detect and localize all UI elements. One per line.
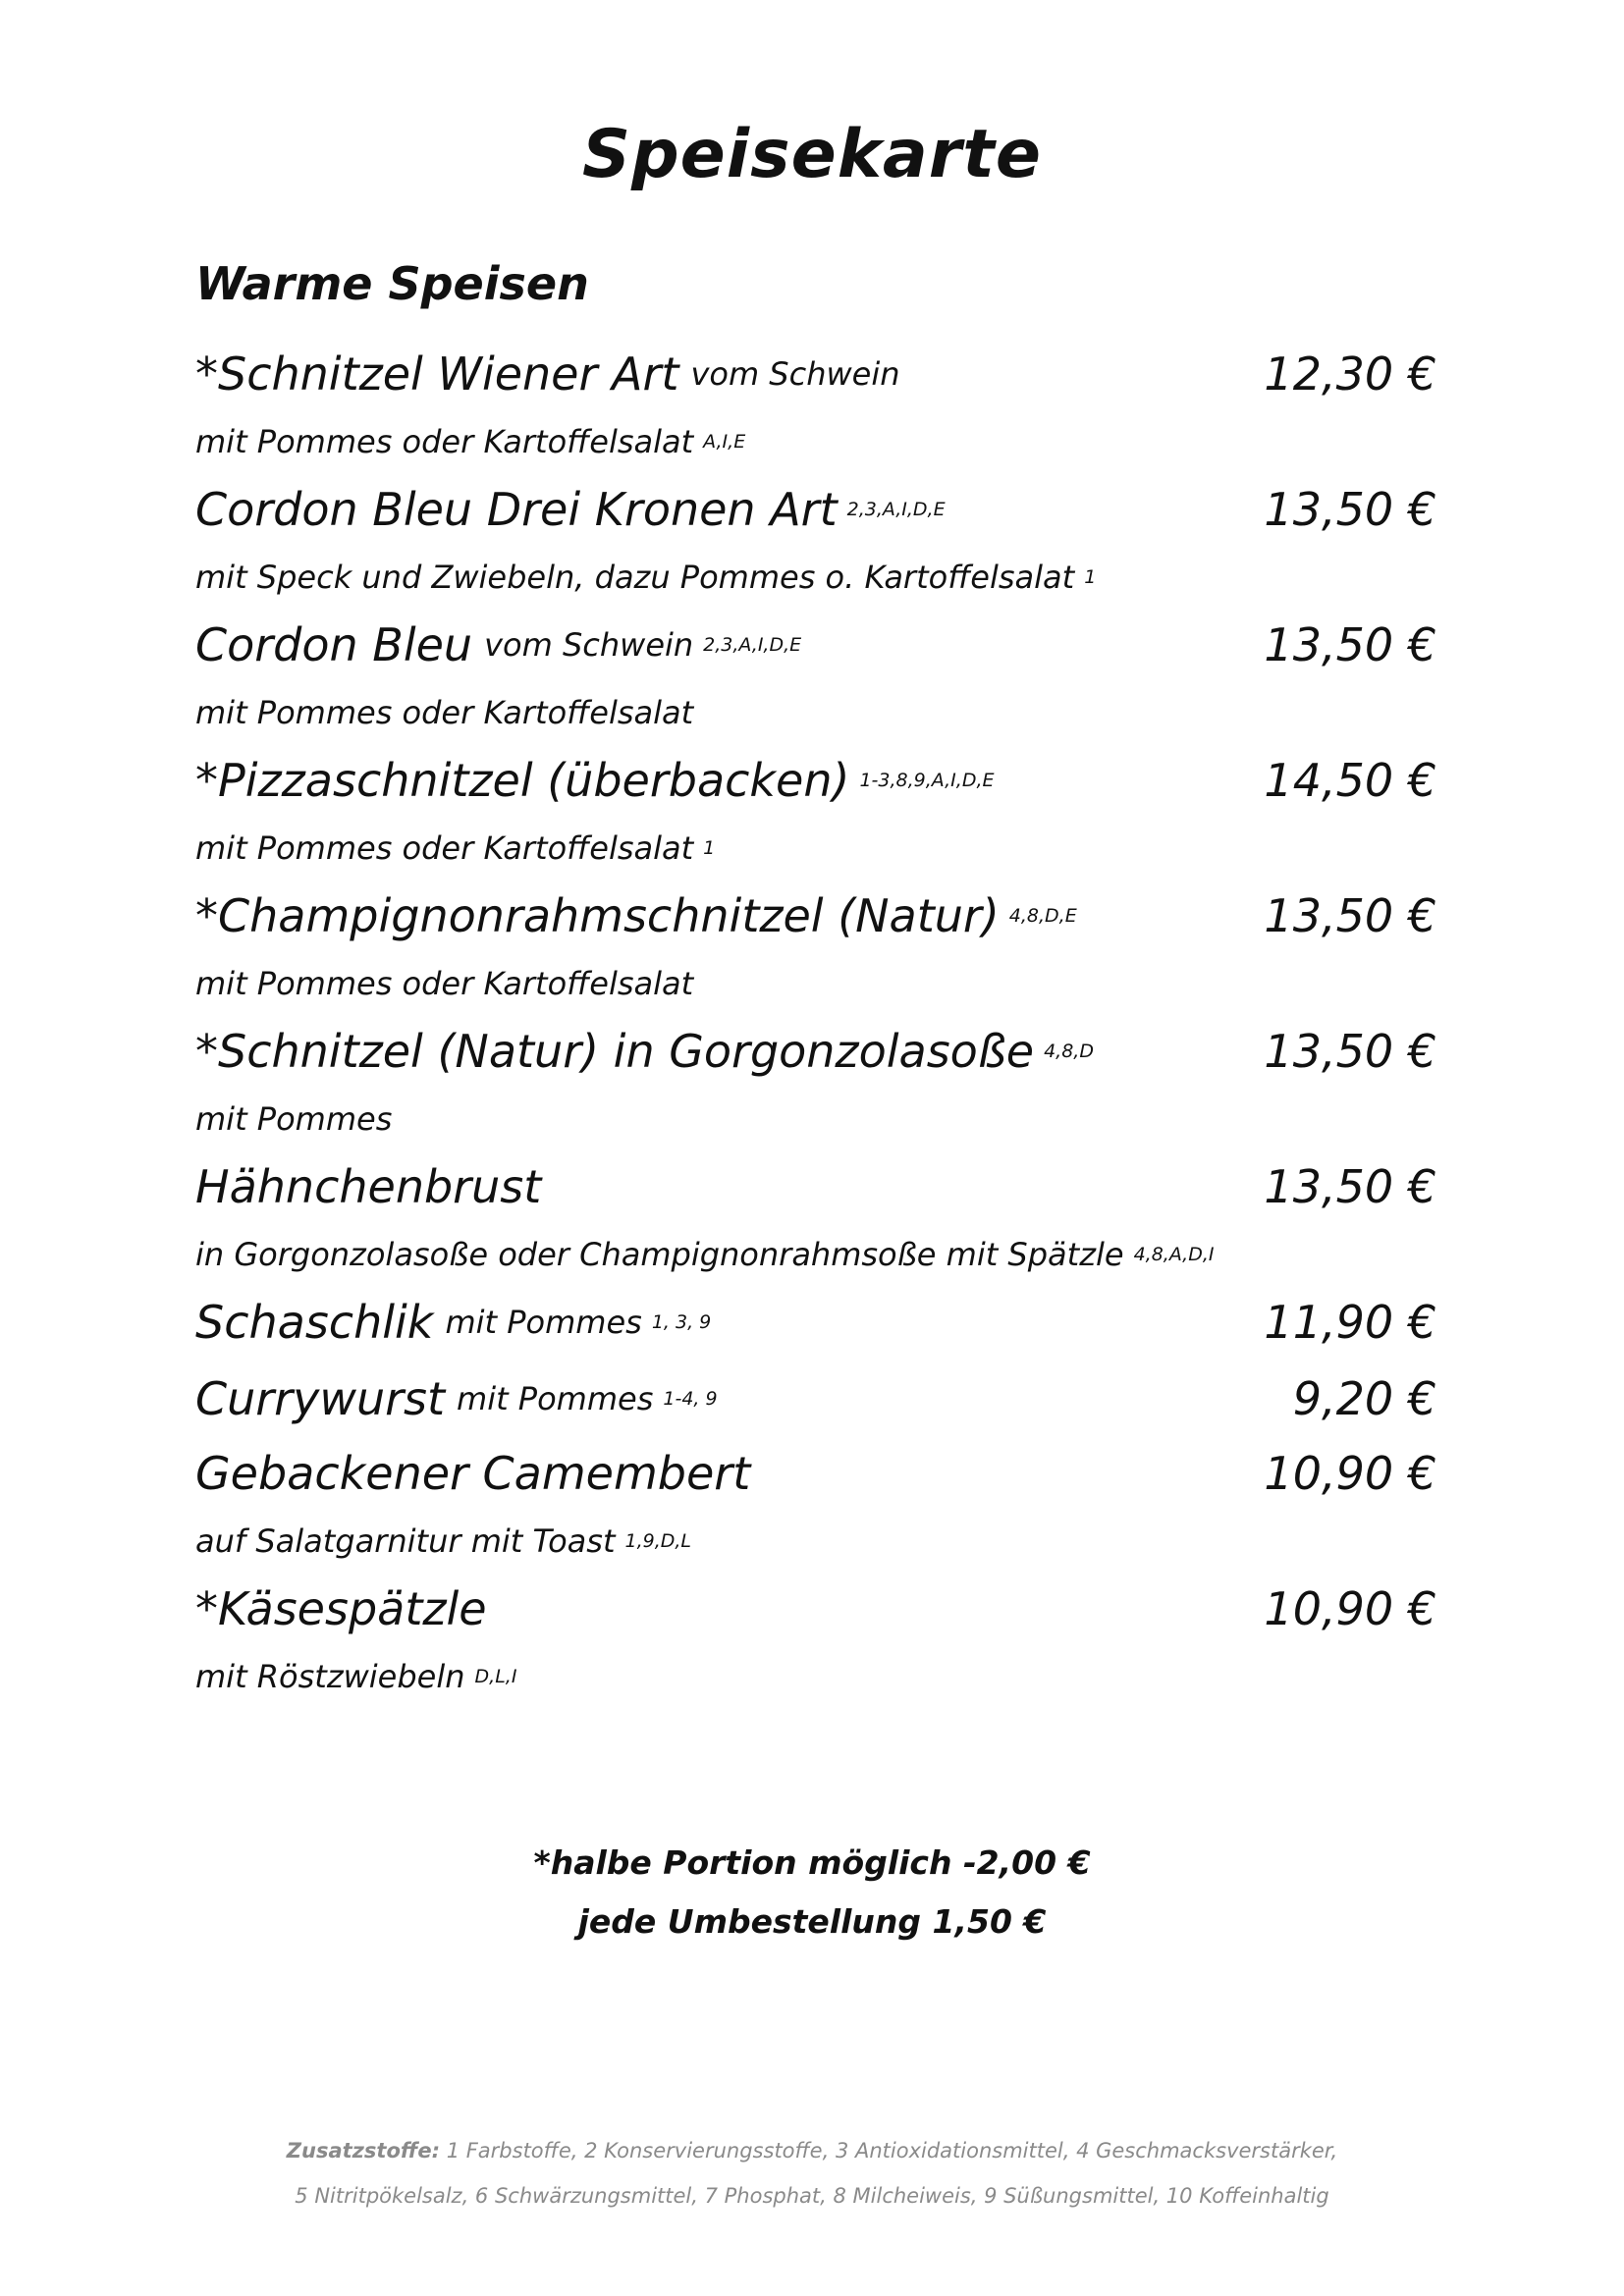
item-description: in Gorgonzolasoße oder Champignonrahmsoße mit Spätzle	[195, 1236, 1124, 1273]
item-suffix: mit Pommes	[445, 1304, 642, 1341]
item-description: mit Pommes oder Kartoffelsalat	[195, 965, 694, 1002]
item-allergen-codes: 1	[703, 837, 716, 859]
item-suffix: mit Pommes	[457, 1380, 654, 1417]
item-allergen-codes: 1,9,D,L	[624, 1530, 691, 1552]
half-portion-note: *halbe Portion möglich -2,00 €	[533, 1843, 1091, 1882]
item-allergen-codes: 2,3,A,I,D,E	[703, 634, 802, 656]
item-price: 13,50 €	[1264, 483, 1436, 536]
item-allergen-codes: 1, 3, 9	[651, 1311, 712, 1333]
item-description: mit Pommes oder Kartoffelsalat	[195, 829, 694, 867]
menu-item	[195, 1443, 1442, 1578]
item-price: 12,30 €	[1264, 347, 1436, 400]
item-allergen-codes: D,L,I	[474, 1666, 517, 1687]
additives-footer	[0, 2128, 1624, 2218]
item-name: Cordon Bleu	[195, 618, 473, 671]
item-allergen-codes: 4,8,A,D,I	[1133, 1244, 1215, 1265]
menu-item	[195, 1368, 1442, 1429]
item-suffix: vom Schwein	[690, 355, 900, 393]
item-allergen-codes: 4,8,D,E	[1008, 905, 1077, 927]
menu-item	[195, 614, 1442, 750]
page-title: Speisekarte	[582, 116, 1042, 193]
item-suffix: vom Schwein	[484, 626, 694, 664]
item-name: Hähnchenbrust	[195, 1160, 542, 1213]
menu-list	[195, 344, 1442, 1714]
item-price: 13,50 €	[1264, 1160, 1436, 1213]
item-description: mit Speck und Zwiebeln, dazu Pommes o. Kartoffelsalat	[195, 559, 1075, 596]
item-description: mit Pommes oder Kartoffelsalat	[195, 694, 694, 731]
item-allergen-codes: 1	[1084, 566, 1097, 588]
item-price: 13,50 €	[1264, 618, 1436, 671]
item-price: 10,90 €	[1264, 1447, 1436, 1500]
menu-item	[195, 1021, 1442, 1156]
menu-item	[195, 885, 1442, 1021]
item-allergen-codes: A,I,E	[703, 431, 746, 453]
item-name: *Pizzaschnitzel (überbacken)	[195, 754, 850, 807]
additives-line-2: 5 Nitritpökelsalz, 6 Schwärzungsmittel, 7 Phosphat, 8 Milcheiweis, 9 Süßungsmittel, 10 Koffeinhaltig	[295, 2184, 1329, 2208]
item-name: Currywurst	[195, 1372, 446, 1425]
item-allergen-codes: 4,8,D	[1044, 1041, 1094, 1062]
menu-item	[195, 750, 1442, 885]
item-allergen-codes: 1-3,8,9,A,I,D,E	[859, 770, 995, 791]
item-name: Gebackener Camembert	[195, 1447, 751, 1500]
menu-item	[195, 479, 1442, 614]
item-allergen-codes: 1-4, 9	[663, 1388, 718, 1410]
item-price: 10,90 €	[1264, 1582, 1436, 1635]
item-description: mit Pommes	[195, 1100, 393, 1138]
notes	[0, 1834, 1624, 1951]
item-price: 13,50 €	[1264, 1025, 1436, 1078]
item-name: Cordon Bleu Drei Kronen Art	[195, 483, 838, 536]
item-price: 14,50 €	[1264, 754, 1436, 807]
item-description: auf Salatgarnitur mit Toast	[195, 1522, 616, 1560]
item-price: 9,20 €	[1292, 1372, 1436, 1425]
item-price: 11,90 €	[1264, 1296, 1436, 1349]
reorder-note: jede Umbestellung 1,50 €	[577, 1902, 1047, 1941]
menu-item	[195, 1292, 1442, 1353]
section-title: Warme Speisen	[195, 257, 589, 310]
additives-line-1: 1 Farbstoffe, 2 Konservierungsstoffe, 3 Antioxidationsmittel, 4 Geschmacksverstärker,	[446, 2139, 1338, 2163]
menu-item	[195, 1156, 1442, 1292]
item-name: *Champignonrahmschnitzel (Natur)	[195, 889, 1000, 942]
additives-label: Zusatzstoffe:	[286, 2139, 440, 2163]
item-name: *Käsespätzle	[195, 1582, 487, 1635]
item-description: mit Röstzwiebeln	[195, 1658, 465, 1695]
item-name: *Schnitzel Wiener Art	[195, 347, 679, 400]
item-name: Schaschlik	[195, 1296, 434, 1349]
item-price: 13,50 €	[1264, 889, 1436, 942]
menu-item	[195, 344, 1442, 479]
menu-item	[195, 1578, 1442, 1714]
item-allergen-codes: 2,3,A,I,D,E	[846, 499, 946, 520]
item-description: mit Pommes oder Kartoffelsalat	[195, 423, 694, 460]
item-name: *Schnitzel (Natur) in Gorgonzolasoße	[195, 1025, 1035, 1078]
